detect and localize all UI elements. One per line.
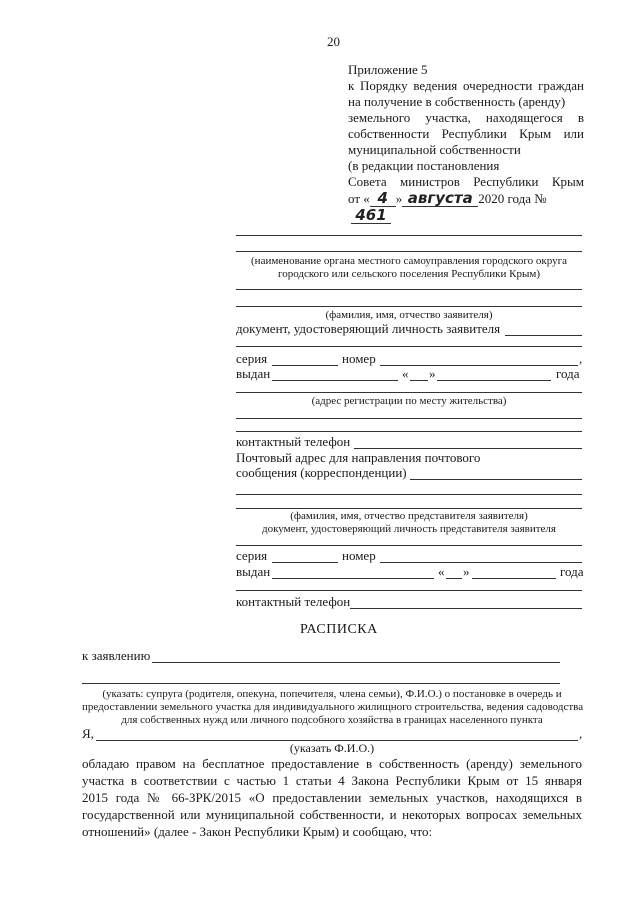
number-field[interactable] [380, 365, 578, 366]
blank-line[interactable] [236, 289, 582, 290]
quote-open: « [402, 366, 409, 381]
blank-line[interactable] [236, 346, 582, 347]
body-line: участка в соответствии с частью 1 статьи 4 Закона Республики Крым от 15 января [82, 773, 582, 788]
quote-close: » [463, 564, 470, 579]
date-number-handwritten: 461 [351, 207, 391, 224]
rep-doc-label: документ, удостоверяющий личность представителя заявителя [262, 523, 556, 535]
receipt-caption: (указать: супруга (родителя, опекуна, попечителя, члена семьи), Ф.И.О.) о постановке в очередь и [102, 688, 562, 700]
rep-day-field[interactable] [446, 578, 462, 579]
month-field[interactable] [437, 380, 551, 381]
rep-month-field[interactable] [472, 578, 556, 579]
appendix-line: муниципальной собственности [348, 142, 521, 157]
caption-fio-short: (указать Ф.И.О.) [289, 741, 375, 755]
rep-series-field[interactable] [272, 562, 338, 563]
blank-line[interactable] [236, 590, 582, 591]
blank-line[interactable] [236, 306, 582, 307]
appendix-line: к Порядку ведения очередности граждан [348, 78, 584, 93]
year-label: года [556, 366, 580, 381]
page-number: 20 [327, 34, 340, 49]
appendix-date-line [348, 189, 584, 224]
day-field[interactable] [410, 380, 428, 381]
date-year: 2020 года № [478, 191, 547, 206]
caption-rep-fio: (фамилия, имя, отчество представителя заявителя) [290, 510, 528, 522]
date-prefix: от « [348, 191, 370, 206]
issued-label: выдан [236, 366, 271, 381]
number-label: номер [342, 351, 376, 366]
postal-field[interactable] [410, 479, 582, 480]
blank-line[interactable] [236, 251, 582, 252]
appendix-line: собственности Республики Крым или [348, 126, 584, 141]
phone-field[interactable] [354, 448, 582, 449]
blank-line[interactable] [505, 335, 582, 336]
series-label: серия [236, 351, 268, 366]
appendix-header [348, 62, 584, 224]
number-label: номер [342, 548, 376, 563]
blank-line[interactable] [236, 431, 582, 432]
series-label: серия [236, 548, 268, 563]
issued-field[interactable] [272, 380, 398, 381]
receipt-caption: для собственных нужд или личного подсобного хозяйства в границах населенного пункта [121, 714, 543, 726]
phone-label: контактный телефон [236, 434, 351, 449]
appendix-line: Совета министров Республики Крым [348, 174, 584, 189]
identity-doc-label: документ, удостоверяющий личность заявителя [236, 321, 501, 336]
phone-label: контактный телефон [236, 594, 351, 609]
body-line: государственной или муниципальной собственности, и некоторых вопросах земельных [82, 807, 582, 822]
blank-line[interactable] [236, 392, 582, 393]
receipt-body [82, 756, 582, 841]
appendix-line: на получение в собственность (аренду) [348, 94, 566, 109]
rep-number-field[interactable] [380, 562, 582, 563]
comma: , [579, 726, 583, 741]
issued-label: выдан [236, 564, 271, 579]
postal-label: Почтовый адрес для направления почтового [236, 450, 481, 465]
blank-line[interactable] [236, 418, 582, 419]
postal-label: сообщения (корреспонденции) [236, 465, 407, 480]
appendix-line: (в редакции постановления [348, 158, 500, 173]
series-field[interactable] [272, 365, 338, 366]
application-field[interactable] [152, 662, 560, 663]
quote-close: » [429, 366, 436, 381]
blank-line[interactable] [236, 545, 582, 546]
body-line: отношений» (далее - Закон Республики Крым) и сообщаю, что: [82, 824, 433, 839]
caption-fio: (фамилия, имя, отчество заявителя) [325, 309, 493, 321]
date-day-handwritten: 4 [370, 190, 396, 207]
appendix-line: земельного участка, находящегося в [348, 110, 584, 125]
rep-issued-field[interactable] [272, 578, 434, 579]
caption-address: (адрес регистрации по месту жительства) [311, 395, 507, 407]
receipt-caption: предоставлении земельного участка для индивидуального жилищного строительства, ведения садоводства [82, 701, 584, 713]
to-application-label: к заявлению [82, 648, 151, 663]
blank-line[interactable] [82, 683, 560, 684]
appendix-line: Приложение 5 [348, 62, 428, 77]
i-label: Я, [82, 726, 94, 741]
comma: , [579, 351, 583, 366]
blank-line[interactable] [236, 235, 582, 236]
caption-authority: (наименование органа местного самоуправления городского округа [251, 255, 567, 267]
quote-open: « [438, 564, 445, 579]
date-month-handwritten: августа [402, 190, 478, 207]
body-line: 2015 года № 66-ЗРК/2015 «О предоставлении земельных участков, находящихся в [82, 790, 582, 805]
caption-authority: городского или сельского поселения Республики Крым) [277, 268, 541, 280]
body-line: обладаю правом на бесплатное предоставление в собственность (аренду) земельного [82, 756, 582, 771]
receipt-title: РАСПИСКА [300, 622, 378, 637]
date-mid: » [395, 191, 403, 206]
year-label: года [560, 564, 584, 579]
blank-line[interactable] [236, 494, 582, 495]
rep-phone-field[interactable] [350, 608, 582, 609]
